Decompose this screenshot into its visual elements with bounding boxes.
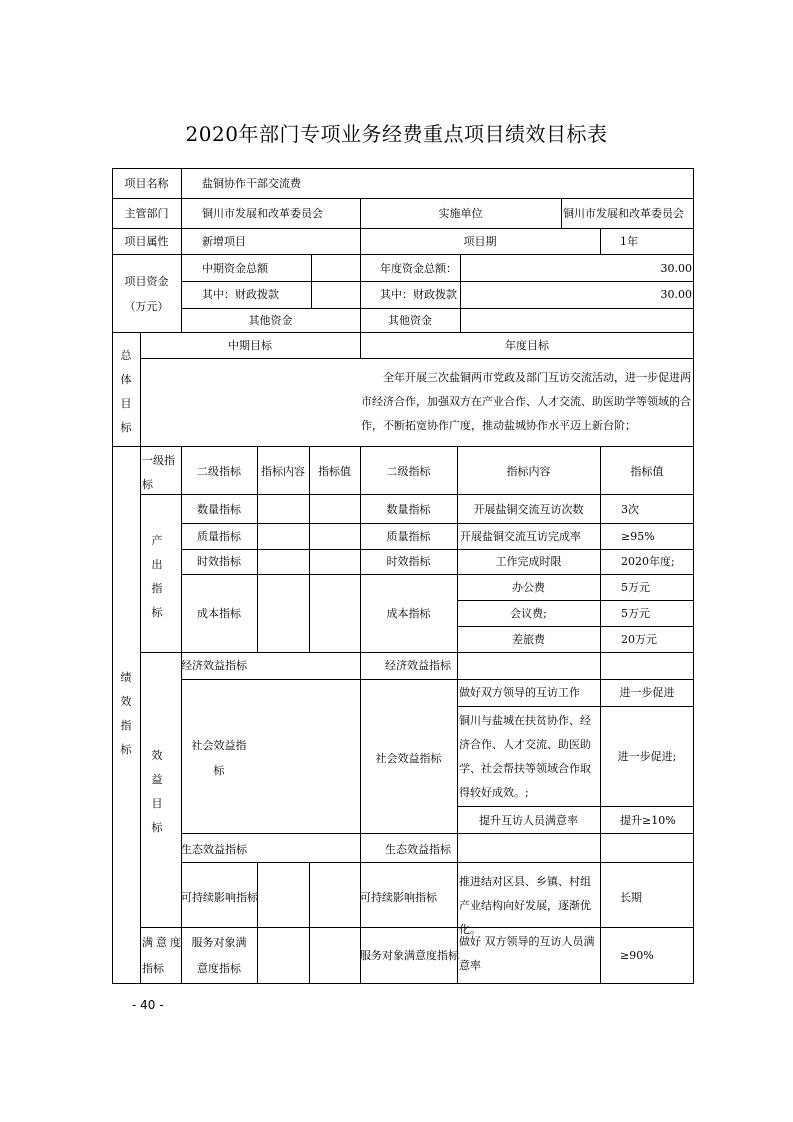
sustainable-l2-right: 可持续影响指标 bbox=[360, 891, 437, 904]
cost-content-office: 办公费 bbox=[512, 581, 545, 594]
cost-l2-right: 成本指标 bbox=[386, 607, 431, 620]
level2-header-left: 二级指标 bbox=[197, 465, 241, 478]
level2-header-right: 二级指标 bbox=[386, 465, 431, 478]
impl-unit-label: 实施单位 bbox=[438, 207, 483, 220]
economic-l2-right: 经济效益指标 bbox=[385, 659, 451, 672]
level1-header-a: 一级指 bbox=[142, 454, 175, 467]
timeliness-value: 2020年度; bbox=[621, 555, 675, 568]
year-goal-text: 全年开展三次盐铜两市党政及部门互访交流活动，进一步促进两市经济合作，加强双方在产业合作、人才交流、助医助学等领域的合作，不断拓宽协作广度，推动盐城协作水平迈上新台阶； bbox=[361, 371, 691, 432]
period-label: 项目期 bbox=[463, 235, 497, 248]
mid-total-label: 中期资金总额 bbox=[202, 262, 268, 275]
year-other-label: 其他资金 bbox=[388, 314, 432, 327]
value-header-right: 指标值 bbox=[630, 465, 664, 478]
cost-value-office: 5万元 bbox=[621, 581, 650, 594]
quality-l2-left: 质量指标 bbox=[197, 530, 241, 543]
value-header-left: 指标值 bbox=[318, 465, 351, 478]
social-value-1: 进一步促进 bbox=[619, 686, 675, 699]
mid-fiscal-label: 其中：财政拨款 bbox=[202, 288, 279, 301]
benefit-indicator-label: 效益目标 bbox=[151, 749, 163, 834]
page-title: 2020年部门专项业务经费重点项目绩效目标表 bbox=[185, 122, 608, 146]
cost-value-meeting: 5万元 bbox=[621, 607, 650, 620]
output-indicator-label: 产出指标 bbox=[151, 534, 163, 619]
quantity-content: 开展盐铜交流互访次数 bbox=[473, 503, 584, 516]
satisfaction-l2-left-b: 意度指标 bbox=[197, 962, 241, 975]
funds-label-line2: （万元） bbox=[124, 300, 169, 313]
satisfaction-label-a: 满意度 bbox=[142, 936, 184, 949]
social-content-1: 做好双方领导的互访工作 bbox=[459, 686, 580, 699]
timeliness-l2-left: 时效指标 bbox=[197, 555, 241, 568]
sustainable-l2-left: 可持续影响指标 bbox=[181, 891, 258, 904]
quantity-value: 3次 bbox=[621, 503, 639, 516]
satisfaction-value: ≥90% bbox=[620, 949, 654, 962]
timeliness-content: 工作完成时限 bbox=[495, 555, 562, 568]
mid-other-label: 其他资金 bbox=[248, 314, 293, 327]
social-l2-right: 社会效益指标 bbox=[375, 752, 442, 765]
content-header-right: 指标内容 bbox=[506, 465, 551, 478]
funds-label-line1: 项目资金 bbox=[124, 275, 169, 288]
content-header-left: 指标内容 bbox=[261, 465, 305, 478]
economic-l2-left: 经济效益指标 bbox=[181, 659, 247, 672]
ecological-l2-right: 生态效益指标 bbox=[385, 843, 451, 856]
satisfaction-l2-right: 服务对象满意度指标 bbox=[360, 949, 459, 962]
attr-value: 新增项目 bbox=[202, 235, 246, 248]
year-goal-header: 年度目标 bbox=[505, 339, 549, 352]
quantity-l2-left: 数量指标 bbox=[197, 503, 241, 516]
sustainable-content: 推进结对区县、乡镇、村组产业结构向好发展，逐渐优化。 bbox=[459, 875, 591, 936]
satisfaction-label-b: 指标 bbox=[142, 962, 164, 975]
dept-value: 铜川市发展和改革委员会 bbox=[202, 207, 323, 220]
cost-l2-left: 成本指标 bbox=[197, 607, 241, 620]
level1-header-b: 标 bbox=[142, 478, 153, 491]
social-l2-left-a: 社会效益指 bbox=[191, 739, 247, 752]
social-value-2: 进一步促进; bbox=[617, 750, 677, 763]
quality-value: ≥95% bbox=[621, 530, 655, 543]
perf-indicator-label: 绩效指标 bbox=[120, 671, 132, 756]
quality-content: 开展盐铜交流互访完成率 bbox=[460, 530, 581, 543]
timeliness-l2-right: 时效指标 bbox=[386, 555, 431, 568]
overall-goal-label: 总体目标 bbox=[120, 349, 132, 434]
year-fiscal-label: 其中：财政拨款 bbox=[380, 288, 457, 301]
satisfaction-content: 做好 双方领导的互访人员满意率 bbox=[459, 935, 595, 972]
quality-l2-right: 质量指标 bbox=[386, 530, 431, 543]
quantity-l2-right: 数量指标 bbox=[386, 503, 431, 516]
year-total-label: 年度资金总额： bbox=[380, 262, 457, 275]
year-total-value: 30.00 bbox=[660, 262, 692, 275]
cost-content-meeting: 会议费; bbox=[510, 607, 547, 620]
page-number: - 40 - bbox=[132, 998, 164, 1012]
sustainable-value: 长期 bbox=[620, 891, 642, 904]
project-name-value: 盐铜协作干部交流费 bbox=[202, 177, 301, 190]
social-content-3: 提升互访人员满意率 bbox=[479, 814, 578, 827]
social-value-3: 提升≥10% bbox=[620, 814, 676, 827]
social-content-2: 铜川与盐城在扶贫协作、经济合作、人才交流、助医助学、社会帮扶等领域合作取得较好成效。; bbox=[459, 714, 591, 799]
mid-goal-header: 中期目标 bbox=[228, 339, 272, 352]
satisfaction-l2-left-a: 服务对象满 bbox=[191, 936, 247, 949]
impl-unit-value: 铜川市发展和改革委员会 bbox=[563, 207, 684, 220]
social-l2-left-b: 标 bbox=[213, 764, 225, 777]
ecological-l2-left: 生态效益指标 bbox=[181, 843, 247, 856]
period-value: 1年 bbox=[620, 235, 638, 248]
project-name-label: 项目名称 bbox=[124, 177, 169, 190]
performance-table bbox=[112, 168, 694, 983]
cost-content-travel: 差旅费 bbox=[512, 633, 545, 646]
attr-label: 项目属性 bbox=[124, 235, 169, 248]
dept-label: 主管部门 bbox=[124, 207, 169, 220]
cost-value-travel: 20万元 bbox=[621, 633, 657, 646]
year-fiscal-value: 30.00 bbox=[660, 288, 692, 301]
